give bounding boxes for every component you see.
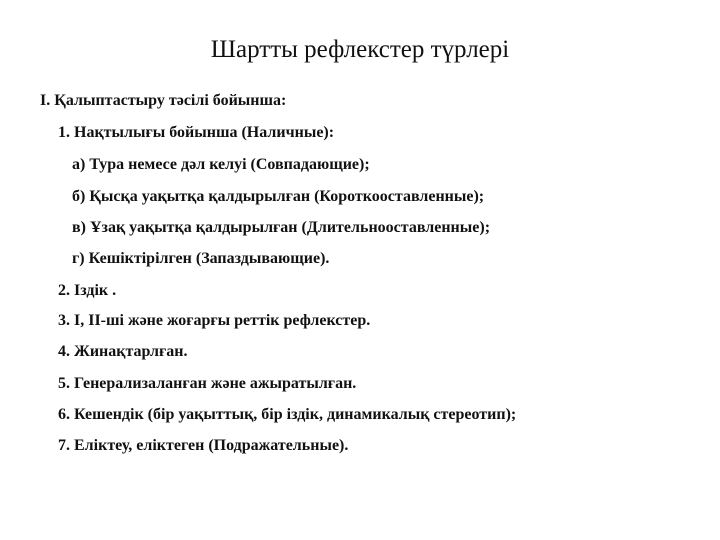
list-line: а) Тура немесе дәл келуі (Совпадающие); [72,156,370,173]
list-line: 6. Кешендік (бір уақыттық, бір іздік, динамикалық стереотип); [58,406,517,423]
list-line: в) Ұзақ уақытқа қалдырылған (Длительнооставленные); [72,219,491,236]
list-line: І. Қалыптастыру тәсілі бойынша: [40,92,287,109]
list-line: б) Қысқа уақытқа қалдырылған (Короткооставленные); [72,188,485,205]
list-line: 5. Генерализаланған және ажыратылған. [58,375,357,392]
list-line: 1. Нақтылығы бойынша (Наличные): [58,124,335,141]
list-line: 3. І, ІІ-ші және жоғарғы реттік рефлекстер. [58,312,371,329]
slide-title: Шартты рефлекстер түрлері [210,36,510,63]
list-line: 4. Жинақтарлған. [58,343,188,360]
list-line: 2. Іздік . [58,282,117,299]
list-line: 7. Еліктеу, еліктеген (Подражательные). [58,437,349,454]
list-line: г) Кешіктірілген (Запаздывающие). [72,250,330,267]
